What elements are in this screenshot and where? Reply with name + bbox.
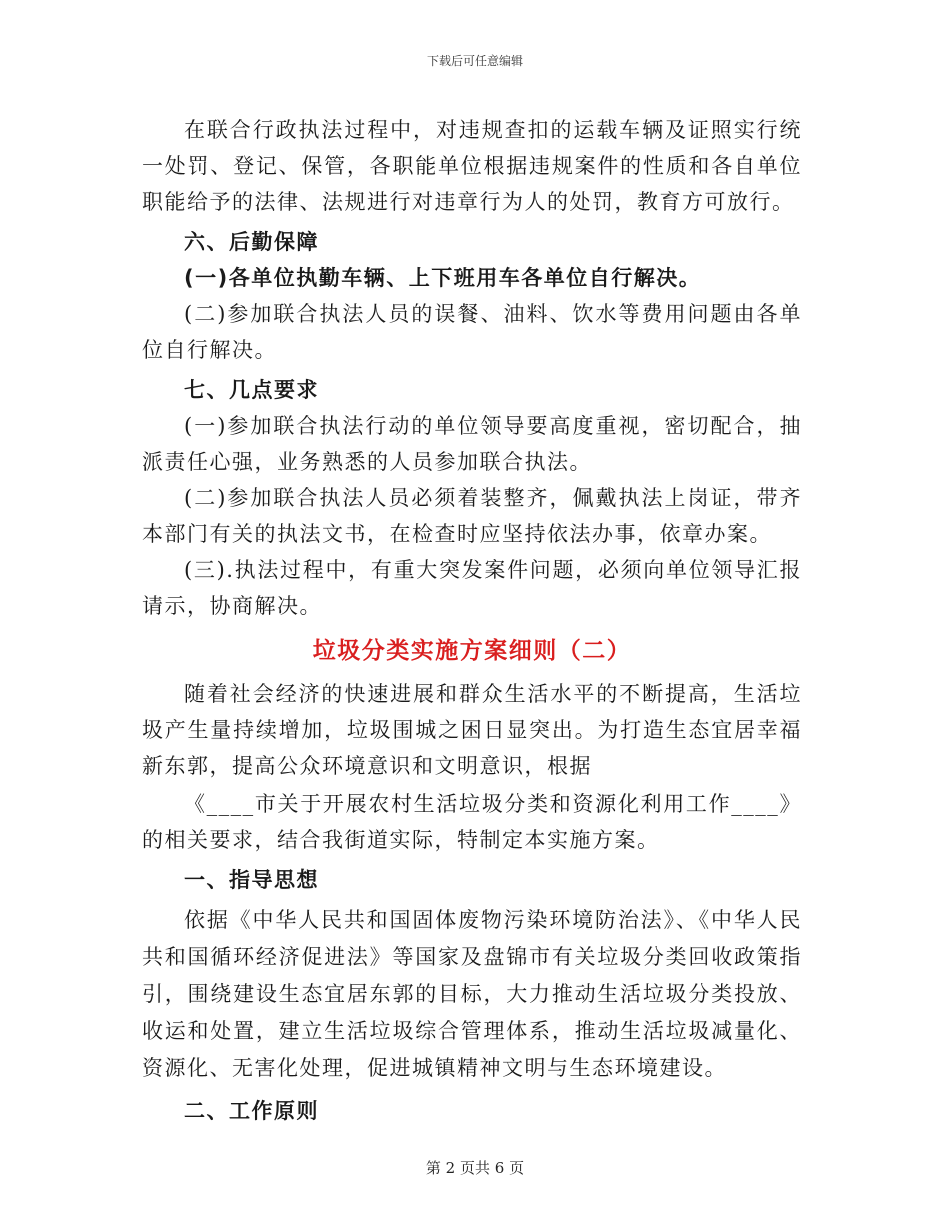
paragraph-enforcement-process: 在联合行政执法过程中，对违规查扣的运载车辆及证照实行统一处罚、登记、保管，各职能单位根据违规案件的性质和各自单位职能给予的法律、法规进行对违章行为人的处罚，教育方可放行。 (142, 118, 802, 214)
section-heading-work-principles: 二、工作原则 (184, 1099, 319, 1123)
document-body (142, 112, 802, 1129)
requirement-item-2: (二)参加联合执法人员必须着装整齐，佩戴执法上岗证，带齐本部门有关的执法文书，在检查时应坚持依法办事，依章办案。 (142, 486, 802, 546)
paragraph-guiding-ideology: 依据《中华人民共和国固体废物污染环境防治法》、《中华人民共和国循环经济促进法》等国家及盘锦市有关垃圾分类回收政策指引，围绕建设生态宜居东郭的目标，大力推动生活垃圾分类投放、收运和处置，建立生活垃圾综合管理体系，推动生活垃圾减量化、资源化、无害化处理，促进城镇精神文明与生态环境建设。 (142, 908, 802, 1080)
page-footer: 第 2 页共 6 页 (425, 1159, 525, 1177)
logistics-item-2: (二)参加联合执法人员的误餐、油料、饮水等费用问题由各单位自行解决。 (142, 302, 802, 362)
paragraph-basis: 《____市关于开展农村生活垃圾分类和资源化利用工作____》的相关要求，结合我街道实际，特制定本实施方案。 (142, 792, 802, 852)
paragraph-background: 随着社会经济的快速进展和群众生活水平的不断提高，生活垃圾产生量持续增加，垃圾围城之困日显突出。为打造生态宜居幸福新东郭，提高公众环境意识和文明意识，根据 (142, 682, 802, 778)
section-heading-requirements: 七、几点要求 (184, 378, 319, 402)
section-heading-guiding-ideology: 一、指导思想 (184, 868, 319, 892)
section-heading-logistics: 六、后勤保障 (184, 230, 319, 254)
document-title-part-2: 垃圾分类实施方案细则（二） (312, 638, 632, 664)
page-header: 下载后可任意编辑 (426, 54, 523, 68)
logistics-item-1: (一)各单位执勤车辆、上下班用车各单位自行解决。 (184, 266, 702, 290)
requirement-item-3: (三).执法过程中，有重大突发案件问题，必须向单位领导汇报请示，协商解决。 (142, 558, 802, 618)
requirement-item-1: (一)参加联合执法行动的单位领导要高度重视，密切配合，抽派责任心强，业务熟悉的人员参加联合执法。 (142, 414, 802, 474)
